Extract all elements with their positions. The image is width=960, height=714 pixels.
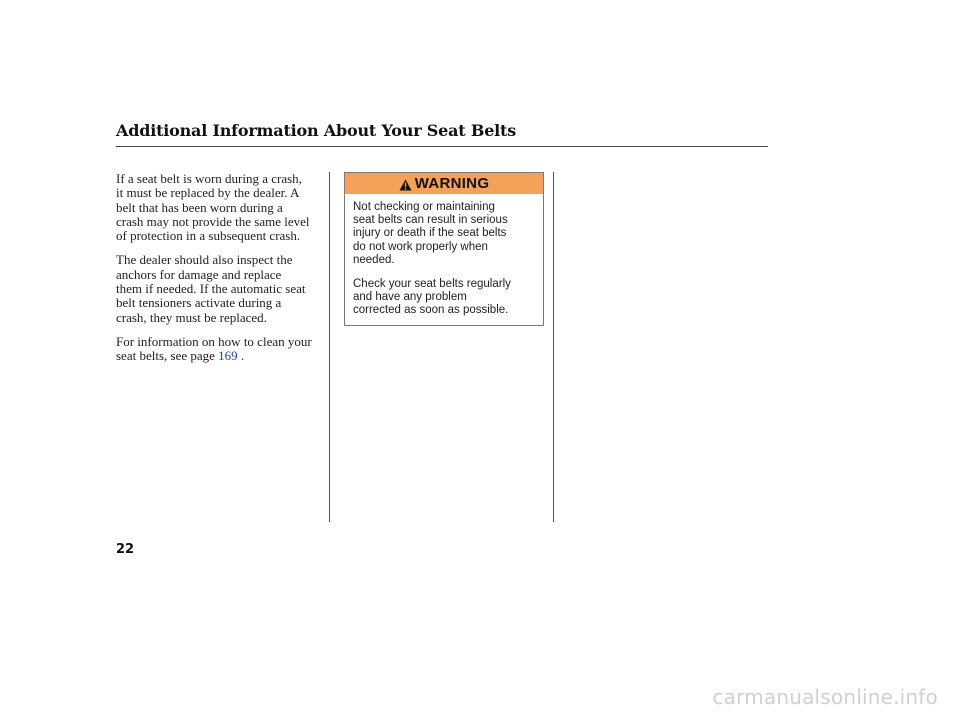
page-title: Additional Information About Your Seat Belts (116, 121, 517, 140)
warning-paragraph-2: Check your seat belts regularly and have any problem corrected as soon as possible. (353, 278, 511, 317)
body-paragraph-3-text: For information on how to clean your seat belts, see page (116, 333, 312, 364)
watermark: carmanualsonline.info (712, 685, 938, 709)
warning-paragraph-1: Not checking or maintaining seat belts can result in serious injury or death if the seat belts do not work properly when needed. (353, 201, 508, 266)
title-rule (116, 146, 768, 147)
column-divider-right (553, 172, 554, 522)
body-paragraph-3 (116, 335, 326, 364)
warning-label: WARNING (414, 175, 490, 192)
warning-header (345, 173, 543, 194)
body-paragraph-2: The dealer should also inspect the anchors for damage and replace them if needed. If the automatic seat belt tensioners activate during a crash, they must be replaced. (116, 252, 306, 325)
body-paragraph-1: If a seat belt is worn during a crash, it must be replaced by the dealer. A belt that has been worn during a crash may not provide the same level of protection in a subsequent crash. (116, 171, 310, 244)
body-column (116, 172, 326, 374)
page-number: 22 (116, 542, 135, 557)
warning-box (344, 172, 544, 326)
warning-triangle-icon (399, 178, 412, 190)
warning-body (345, 194, 543, 318)
page-link-169[interactable]: 169 (218, 348, 238, 364)
body-paragraph-3-end: . (237, 348, 245, 364)
column-divider-left (329, 172, 330, 522)
